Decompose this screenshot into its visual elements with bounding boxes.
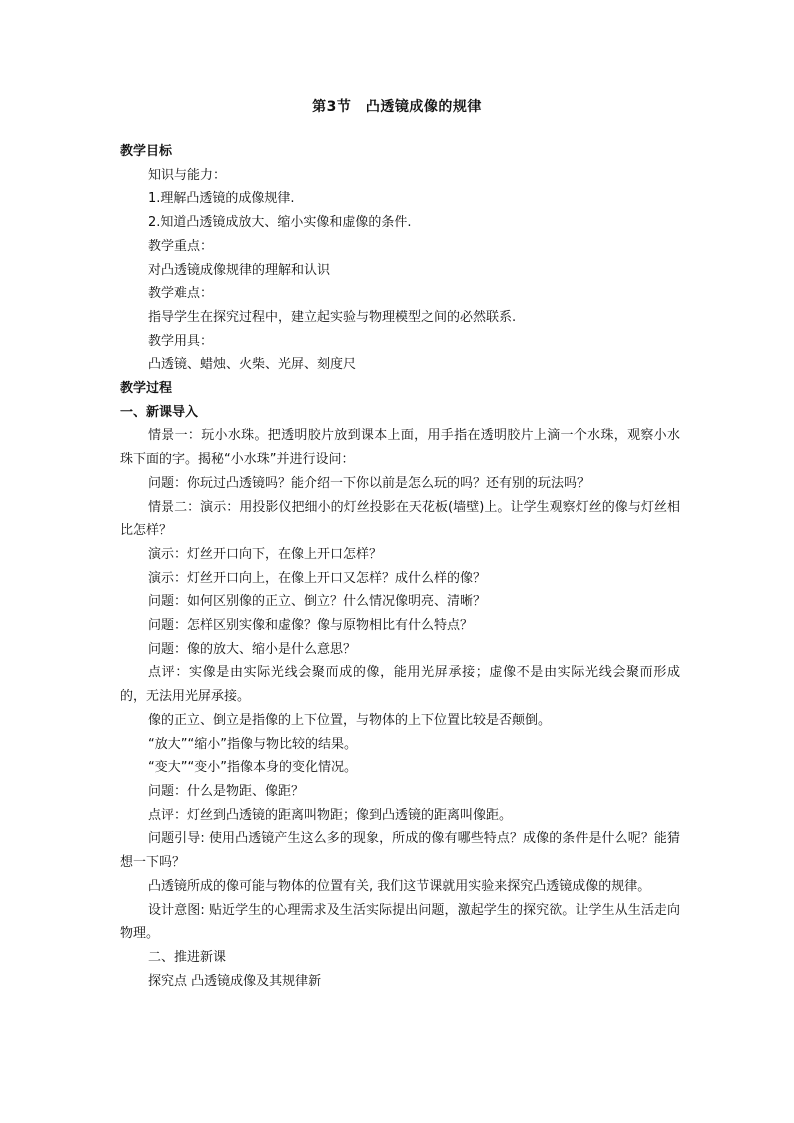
paragraph: 问题：什么是物距、像距？ bbox=[148, 783, 305, 799]
paragraph: 教学用具： bbox=[148, 333, 214, 349]
paragraph: 知识与能力： bbox=[148, 167, 227, 183]
paragraph: 教学难点： bbox=[148, 286, 214, 302]
heading-intro: 一、新课导入 bbox=[120, 404, 199, 420]
paragraph: “变大”“变小”指像本身的变化情况。 bbox=[148, 760, 357, 776]
paragraph: 情景一：玩小水珠。把透明胶片放到课本上面，用手指在透明胶片上滴一个水珠，观察小水珠下面的字。揭秘“小水珠”并进行设问： bbox=[120, 428, 680, 468]
paragraph: 问题引导: 使用凸透镜产生这么多的现象，所成的像有哪些特点？成像的条件是什么呢？能猜想一下吗？ bbox=[120, 831, 680, 871]
paragraph: 演示：灯丝开口向上，在像上开口又怎样？成什么样的像？ bbox=[148, 570, 487, 586]
paragraph: 情景二：演示：用投影仪把细小的灯丝投影在天花板(墙壁)上。让学生观察灯丝的像与灯丝相比怎样？ bbox=[120, 499, 680, 539]
page-title: 第3节 凸透镜成像的规律 bbox=[312, 99, 482, 115]
paragraph: 凸透镜、蜡烛、火柴、光屏、刻度尺 bbox=[148, 357, 357, 373]
paragraph: 问题：如何区别像的正立、倒立？什么情况像明亮、清晰？ bbox=[148, 594, 487, 610]
paragraph: 问题：怎样区别实像和虚像？像与原物相比有什么特点？ bbox=[148, 618, 474, 634]
paragraph: 问题：你玩过凸透镜吗？能介绍一下你以前是怎么玩的吗？还有别的玩法吗？ bbox=[148, 475, 591, 491]
paragraph: 问题：像的放大、缩小是什么意思？ bbox=[148, 641, 357, 657]
paragraph: 像的正立、倒立是指像的上下位置，与物体的上下位置比较是否颠倒。 bbox=[148, 712, 552, 728]
paragraph: 点评：实像是由实际光线会聚而成的像，能用光屏承接；虚像不是由实际光线会聚而形成的，无法用光屏承接。 bbox=[120, 665, 680, 705]
paragraph: 1.理解凸透镜的成像规律. bbox=[148, 191, 295, 207]
paragraph: 凸透镜所成的像可能与物体的位置有关, 我们这节课就用实验来探究凸透镜成像的规律。 bbox=[148, 878, 651, 894]
document-body bbox=[120, 140, 680, 993]
paragraph: 2.知道凸透镜成放大、缩小实像和虚像的条件. bbox=[148, 215, 412, 231]
paragraph: 点评：灯丝到凸透镜的距离叫物距；像到凸透镜的距离叫像距。 bbox=[148, 807, 513, 823]
heading-objectives: 教学目标 bbox=[120, 144, 173, 159]
paragraph: 指导学生在探究过程中，建立起实验与物理模型之间的必然联系. bbox=[148, 309, 517, 325]
paragraph: 探究点 凸透镜成像及其规律新 bbox=[148, 973, 322, 989]
heading-process: 教学过程 bbox=[120, 381, 173, 397]
paragraph: 演示：灯丝开口向下，在像上开口怎样？ bbox=[148, 546, 383, 562]
section-heading: 二、推进新课 bbox=[148, 949, 227, 965]
paragraph: “放大”“缩小”指像与物比较的结果。 bbox=[148, 736, 357, 752]
paragraph: 对凸透镜成像规律的理解和认识 bbox=[148, 262, 331, 278]
paragraph: 设计意图: 贴近学生的心理需求及生活实际提出问题，激起学生的探究欲。让学生从生活走向物理。 bbox=[120, 902, 680, 942]
paragraph: 教学重点： bbox=[148, 238, 214, 254]
